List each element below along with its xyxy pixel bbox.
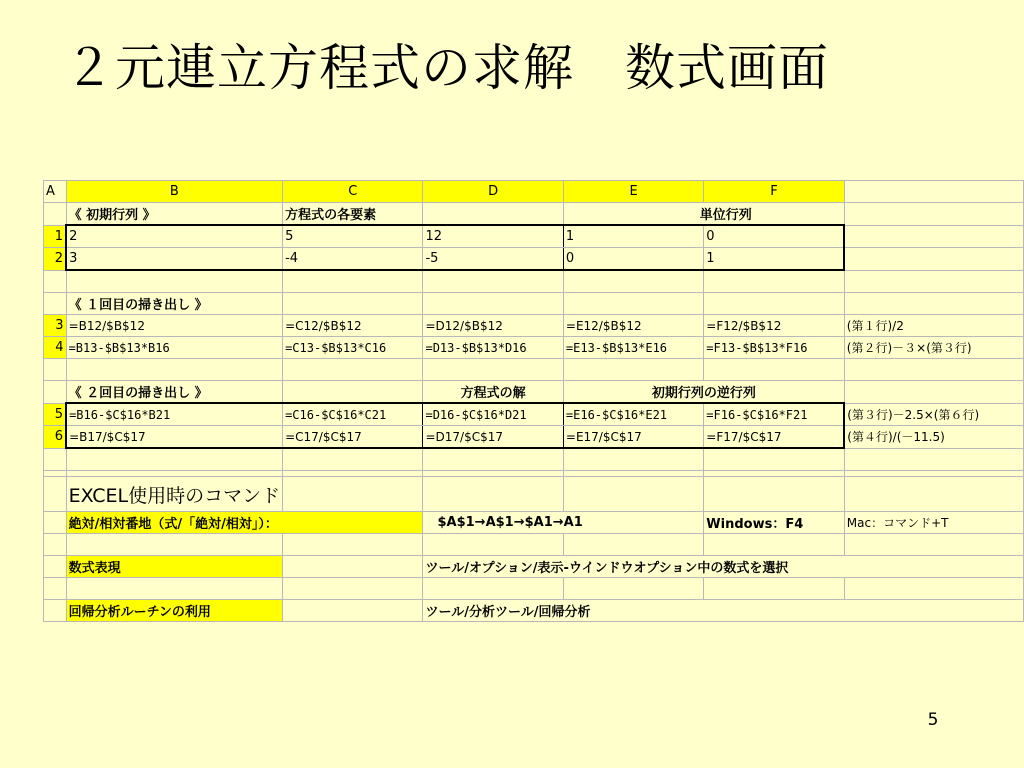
formula-cell[interactable]: =B17/$C$17 [66, 426, 283, 449]
absolute-relative-label[interactable]: 絶対/相対番地（式/「絶対/相対」）： [66, 512, 423, 534]
solution-label[interactable]: 方程式の解 [423, 381, 563, 404]
cell[interactable] [423, 203, 563, 226]
cell[interactable] [844, 293, 1023, 315]
cell[interactable] [423, 293, 563, 315]
cell[interactable] [423, 448, 563, 471]
windows-shortcut[interactable]: Windows：F4 [704, 512, 844, 534]
cell[interactable] [423, 359, 563, 381]
blank-row [44, 578, 1024, 600]
matrix-cell[interactable]: 2 [66, 225, 283, 248]
matrix-cell[interactable]: -4 [283, 248, 423, 271]
formula-cell[interactable]: =C16-$C$16*C21 [283, 403, 423, 426]
note-cell[interactable]: (第４行)/(－11.5) [844, 426, 1023, 449]
formula-cell[interactable]: =F17/$C$17 [704, 426, 844, 449]
table-row [44, 337, 1024, 359]
sweep1-label-row [44, 293, 1024, 315]
formula-cell[interactable]: =F12/$B$12 [704, 315, 844, 337]
header-cell-d[interactable]: D [423, 181, 563, 203]
formula-cell[interactable]: =E16-$C$16*E21 [563, 403, 703, 426]
formula-cell[interactable]: =D16-$C$16*D21 [423, 403, 563, 426]
table-row [44, 403, 1024, 426]
absolute-relative-row [44, 512, 1024, 534]
cell[interactable] [844, 203, 1023, 226]
cell[interactable] [563, 578, 703, 600]
formula-cell[interactable]: =C13-$B$13*C16 [283, 337, 423, 359]
formula-cell[interactable]: =C12/$B$12 [283, 315, 423, 337]
formula-cell[interactable]: =B13-$B$13*B16 [66, 337, 283, 359]
cell[interactable] [44, 270, 67, 293]
cell[interactable] [283, 293, 423, 315]
cell[interactable] [563, 448, 703, 471]
header-cell-b[interactable]: B [66, 181, 283, 203]
cell[interactable] [44, 512, 67, 534]
formula-cell[interactable]: =E17/$C$17 [563, 426, 703, 449]
header-cell-g[interactable] [844, 181, 1023, 203]
note-cell[interactable]: (第１行)/2 [844, 315, 1023, 337]
cell[interactable] [283, 270, 423, 293]
cell[interactable] [66, 270, 283, 293]
matrix-cell[interactable]: 3 [66, 248, 283, 271]
cell[interactable] [844, 270, 1023, 293]
matrix-cell[interactable]: 5 [283, 225, 423, 248]
initial-matrix-label-row [44, 203, 1024, 226]
formula-cell[interactable]: =E12/$B$12 [563, 315, 703, 337]
table-row [44, 225, 1024, 248]
cell[interactable] [44, 203, 67, 226]
sweep2-label[interactable]: 《 ２回目の掃き出し 》 [66, 381, 283, 404]
cell[interactable] [704, 359, 844, 381]
header-cell-f[interactable]: F [704, 181, 844, 203]
formula-display-row [44, 556, 1024, 578]
regression-label[interactable]: 回帰分析ルーチンの利用 [66, 600, 283, 622]
cell[interactable] [283, 534, 423, 556]
formula-cell[interactable]: =D17/$C$17 [423, 426, 563, 449]
formula-cell[interactable]: =B16-$C$16*B21 [66, 403, 283, 426]
cell[interactable] [44, 359, 67, 381]
table-row [44, 315, 1024, 337]
formula-display-label[interactable]: 数式表現 [66, 556, 283, 578]
cell[interactable] [283, 381, 423, 404]
cell[interactable] [283, 448, 423, 471]
formula-cell[interactable]: =B12/$B$12 [66, 315, 283, 337]
cell[interactable] [704, 477, 844, 512]
cell[interactable] [44, 381, 67, 404]
commands-heading[interactable]: EXCEL使用時のコマンド [66, 477, 283, 512]
formula-cell[interactable]: =E13-$B$13*E16 [563, 337, 703, 359]
cell[interactable] [66, 448, 283, 471]
note-cell[interactable]: (第３行)－2.5×(第６行) [844, 403, 1023, 426]
cell[interactable] [844, 359, 1023, 381]
cell[interactable] [704, 448, 844, 471]
blank-row [44, 534, 1024, 556]
spreadsheet-grid [43, 180, 1024, 622]
sweep2-label-row [44, 381, 1024, 404]
matrix-cell[interactable]: 1 [563, 225, 703, 248]
cell[interactable] [704, 534, 844, 556]
row-number[interactable]: 4 [44, 337, 67, 359]
formula-cell[interactable]: =F13-$B$13*F16 [704, 337, 844, 359]
cell[interactable] [44, 600, 67, 622]
column-header-row [44, 181, 1024, 203]
matrix-cell[interactable]: 0 [704, 225, 844, 248]
cell[interactable] [44, 448, 67, 471]
regression-row [44, 600, 1024, 622]
cell[interactable] [423, 578, 563, 600]
blank-row [44, 359, 1024, 381]
commands-heading-row [44, 477, 1024, 512]
matrix-cell[interactable]: 1 [704, 248, 844, 271]
table-row [44, 248, 1024, 271]
cell[interactable] [66, 578, 283, 600]
cell[interactable] [844, 248, 1023, 271]
cell[interactable] [283, 556, 423, 578]
cell[interactable] [844, 225, 1023, 248]
formula-cell[interactable]: =D12/$B$12 [423, 315, 563, 337]
row-number[interactable]: 6 [44, 426, 67, 449]
equation-elements-label[interactable]: 方程式の各要素 [283, 203, 423, 226]
cell[interactable] [844, 477, 1023, 512]
cell[interactable] [704, 578, 844, 600]
cell[interactable] [283, 477, 423, 512]
cell[interactable] [563, 293, 703, 315]
formula-display-value[interactable]: ツール/オプション/表示-ウインドウオプション中の数式を選択 [423, 556, 1024, 578]
cell[interactable] [283, 578, 423, 600]
cell[interactable] [423, 477, 563, 512]
cell[interactable] [44, 556, 67, 578]
cell[interactable] [844, 448, 1023, 471]
mac-shortcut[interactable]: Mac：コマンド+T [844, 512, 1023, 534]
blank-row [44, 270, 1024, 293]
cell[interactable] [66, 359, 283, 381]
cell[interactable] [704, 293, 844, 315]
cell[interactable] [283, 359, 423, 381]
cell[interactable] [844, 578, 1023, 600]
row-number[interactable]: 5 [44, 403, 67, 426]
formula-cell[interactable]: =C17/$C$17 [283, 426, 423, 449]
cell[interactable] [66, 534, 283, 556]
inverse-matrix-label[interactable]: 初期行列の逆行列 [563, 381, 844, 404]
cell[interactable] [283, 600, 423, 622]
cell[interactable] [563, 534, 703, 556]
matrix-cell[interactable]: -5 [423, 248, 563, 271]
cell[interactable] [423, 534, 563, 556]
blank-row [44, 448, 1024, 471]
cell[interactable] [844, 534, 1023, 556]
cell[interactable] [44, 477, 67, 512]
identity-matrix-label[interactable]: 単位行列 [563, 203, 844, 226]
note-cell[interactable]: (第２行)－３×(第３行) [844, 337, 1023, 359]
row-number[interactable]: 1 [44, 225, 67, 248]
formula-cell[interactable]: =D13-$B$13*D16 [423, 337, 563, 359]
cell[interactable] [563, 477, 703, 512]
cell[interactable] [44, 534, 67, 556]
sweep1-label[interactable]: 《 １回目の掃き出し 》 [66, 293, 283, 315]
absolute-relative-sequence[interactable]: $A$1→A$1→$A1→A1 [423, 512, 704, 534]
slide-title: ２元連立方程式の求解 数式画面 [64, 39, 829, 97]
header-cell-c[interactable]: C [283, 181, 423, 203]
cell[interactable] [704, 270, 844, 293]
table-row [44, 426, 1024, 449]
header-cell-a[interactable]: A [44, 181, 67, 203]
formula-cell[interactable]: =F16-$C$16*F21 [704, 403, 844, 426]
cell[interactable] [423, 270, 563, 293]
row-number[interactable]: 2 [44, 248, 67, 271]
cell[interactable] [844, 381, 1023, 404]
regression-value[interactable]: ツール/分析ツール/回帰分析 [423, 600, 1024, 622]
page-number: 5 [927, 710, 939, 730]
cell[interactable] [563, 359, 703, 381]
cell[interactable] [563, 270, 703, 293]
matrix-cell[interactable]: 12 [423, 225, 563, 248]
initial-matrix-label[interactable]: 《 初期行列 》 [66, 203, 283, 226]
cell[interactable] [44, 578, 67, 600]
header-cell-e[interactable]: E [563, 181, 703, 203]
matrix-cell[interactable]: 0 [563, 248, 703, 271]
row-number[interactable]: 3 [44, 315, 67, 337]
cell[interactable] [44, 293, 67, 315]
